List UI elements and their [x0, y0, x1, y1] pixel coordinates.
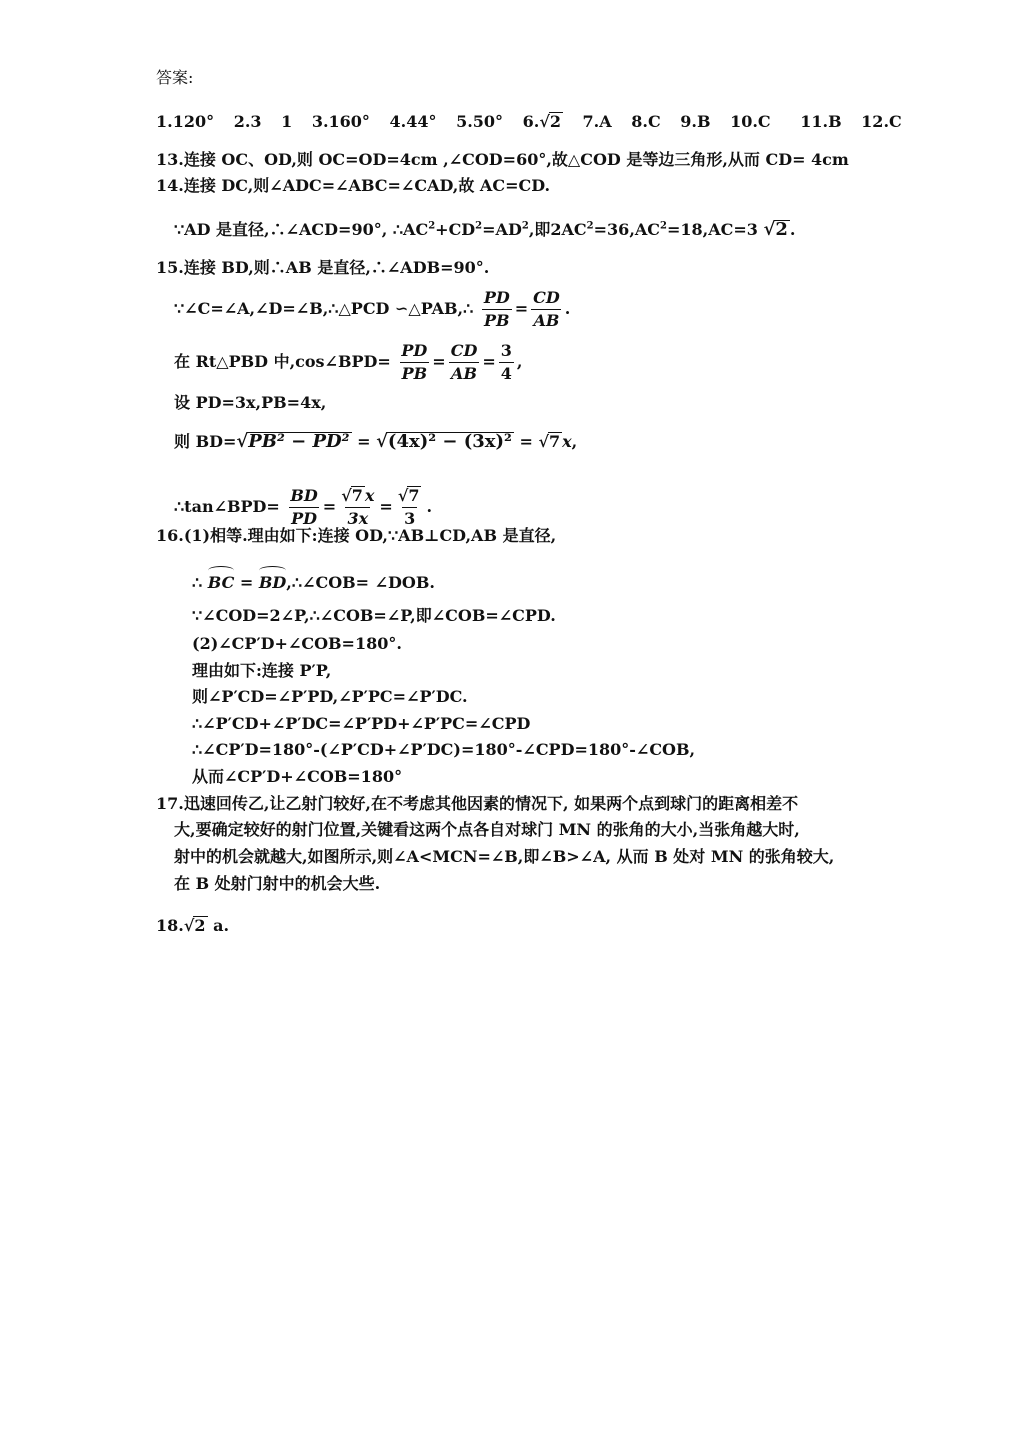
sqrt-sign: √7 — [538, 432, 561, 451]
answer-15-line-1: 15.连接 BD,则∴AB 是直径,∴∠ADB=90°. — [156, 258, 490, 277]
answer-16-line-3: ∵∠COD=2∠P,∴∠COB=∠P,即∠COB=∠CPD. — [192, 606, 556, 625]
answer-16-line-9: 从而∠CP′D+∠COB=180° — [192, 767, 403, 786]
answer-16-line-1: 16.(1)相等.理由如下:连接 OD,∵AB⊥CD,AB 是直径, — [156, 526, 557, 545]
answer-11: 11.B — [800, 112, 842, 131]
answer-16-line-5: 理由如下:连接 P′P, — [192, 661, 332, 680]
answer-5: 5.50° — [456, 112, 504, 131]
answer-16-line-8: ∴∠CP′D=180°-(∠P′CD+∠P′DC)=180°-∠CPD=180°-∠COB, — [192, 740, 696, 759]
answer-7: 7.A — [582, 112, 612, 131]
answer-1: 1.120° — [156, 112, 215, 131]
answer-15-line-2: ∵∠C=∠A,∠D=∠B,∴△PCD ∽△PAB,∴ $\frac{PD}{PB}$ = $\frac{CD}{AB}$ . — [174, 288, 571, 330]
fraction-pd-pb: $\frac{PD}{PB}$ — [401, 341, 428, 383]
answer-4: 4.44° — [389, 112, 437, 131]
answer-16-line-4: (2)∠CP′D+∠COB=180°. — [192, 634, 402, 653]
sqrt-sign: √(4x)² − (3x)² — [376, 431, 512, 452]
answer-16-line-2: ∴ BC = BD,∴∠COB= ∠DOB. — [192, 569, 435, 593]
sqrt-sign: √2 — [539, 112, 561, 131]
answer-10: 10.C — [730, 112, 771, 131]
answer-15-line-3: 在 Rt△PBD 中,cos∠BPD= $\frac{PD}{PB}$ = $\frac{CD}{AB}$ = $\frac{3}{4}$ , — [174, 341, 523, 383]
answer-17-line-2: 大,要确定较好的射门位置,关键看这两个点各自对球门 MN 的张角的大小,当张角越大时, — [174, 820, 800, 839]
answer-9: 9.B — [680, 112, 711, 131]
answer-13: 13.连接 OC、OD,则 OC=OD=4cm ,∠COD=60°,故△COD 是等边三角形,从而 CD= 4cm — [156, 150, 849, 169]
arc-bd: BD — [259, 569, 286, 593]
answer-14-line-2: ∵AD 是直径,∴∠ACD=90°, $\therefore AC^2+CD^2=AD^2$,即$2AC^2=36,AC^2=18,AC=3$ √2 . — [174, 219, 796, 240]
sqrt-sign: √PB² − PD² — [236, 431, 350, 452]
fraction-3-4: $\frac{3}{4}$ — [500, 341, 512, 383]
fraction-pd-pb: $\frac{PD}{PB}$ — [483, 288, 510, 330]
answer-line-1-12 — [156, 112, 902, 132]
sqrt-sign: √2 — [183, 916, 206, 935]
fraction-cd-ab: $\frac{CD}{AB}$ — [450, 341, 478, 383]
answer-heading: 答案: — [156, 68, 194, 87]
answer-15-line-4: 设 PD=3x,PB=4x, — [174, 393, 327, 412]
answer-18: 18.√2 a. — [156, 916, 230, 935]
answer-15-line-5: 则 BD=√PB² − PD² = √(4x)² − (3x)² = √7 x, — [174, 431, 578, 452]
answer-2: 2.3 — [233, 112, 262, 131]
fraction-sqrt7-3: $\frac{√7}{3}$ — [397, 486, 420, 528]
answer-15-line-6: ∴tan∠BPD= $\frac{BD}{PD}$ = $\frac{√7 x}{3x}$ = $\frac{√7}{3}$ . — [174, 486, 433, 528]
answer-16-line-7: ∴∠P′CD+∠P′DC=∠P′PD+∠P′PC=∠CPD — [192, 714, 531, 733]
answer-17-line-4: 在 B 处射门射中的机会大些. — [174, 874, 381, 893]
answer-3: 3.160° — [311, 112, 370, 131]
answer-14-line-1: 14.连接 DC,则∠ADC=∠ABC=∠CAD,故 AC=CD. — [156, 176, 551, 195]
sqrt-sign: √7 — [397, 486, 420, 505]
answer-17-line-1: 17.迅速回传乙,让乙射门较好,在不考虑其他因素的情况下, 如果两个点到球门的距离相差不 — [156, 794, 799, 813]
answer-8: 8.C — [631, 112, 661, 131]
fraction-sqrt7x-3x: $\frac{√7 x}{3x}$ — [341, 486, 375, 528]
arc-bc: BC — [208, 569, 235, 593]
answer-17-line-3: 射中的机会就越大,如图所示,则∠A<MCN=∠B,即∠B>∠A, 从而 B 处对 MN 的张角较大, — [174, 847, 835, 866]
answer-2b: 1 — [281, 112, 293, 131]
sqrt-sign: √2 — [763, 219, 788, 240]
fraction-cd-ab: $\frac{CD}{AB}$ — [533, 288, 560, 330]
answer-6: 6.√2 — [522, 112, 561, 131]
sqrt-sign: √7 — [341, 486, 363, 505]
fraction-bd-pd: $\frac{BD}{PD}$ — [290, 486, 318, 528]
answer-12: 12.C — [861, 112, 902, 131]
answer-16-line-6: 则∠P′CD=∠P′PD,∠P′PC=∠P′DC. — [192, 687, 468, 706]
